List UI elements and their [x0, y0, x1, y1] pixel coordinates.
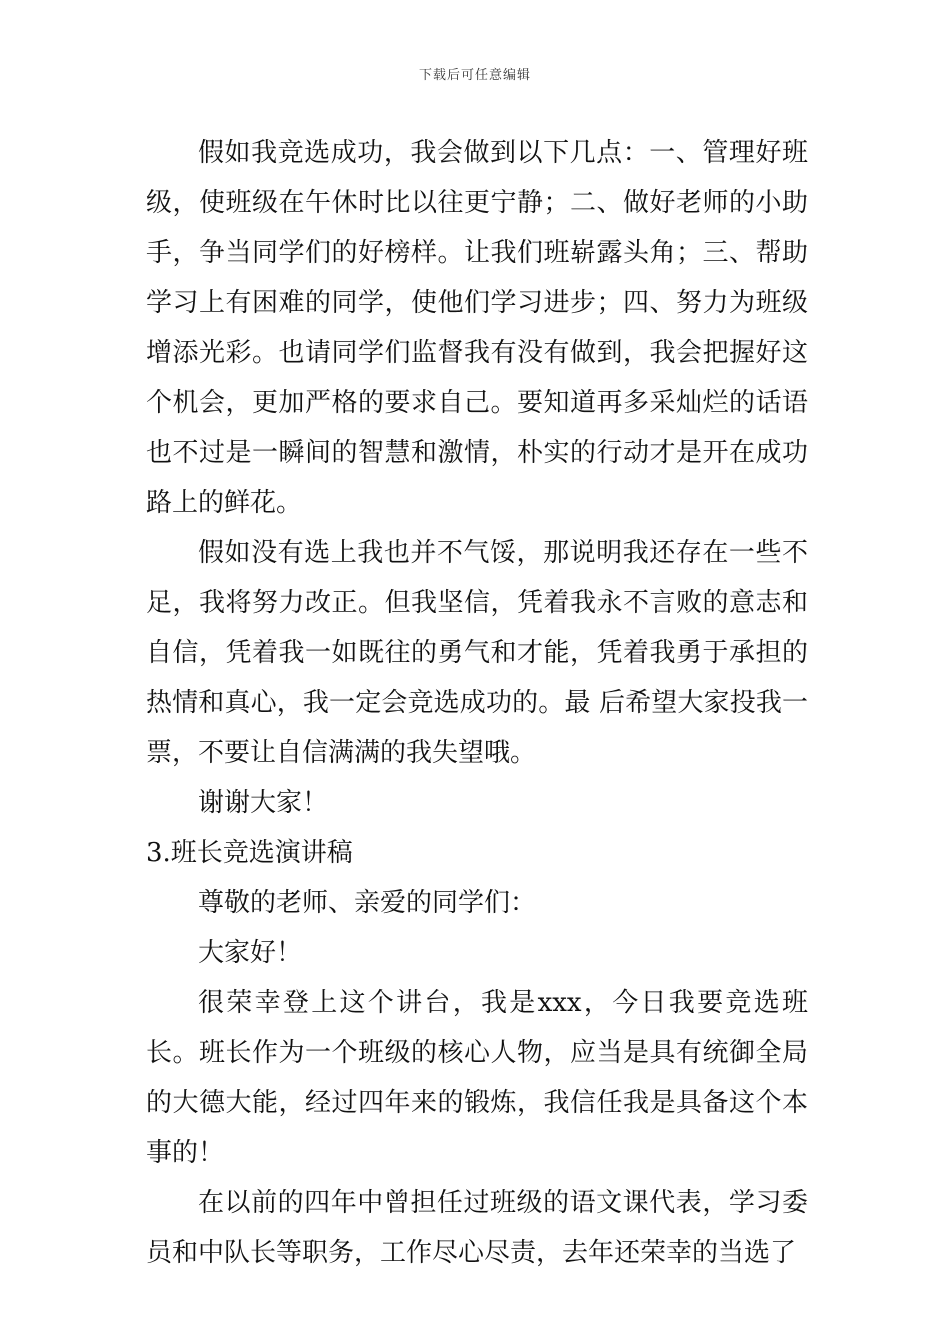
page-header-note: 下载后可任意编辑	[418, 68, 531, 83]
document-body	[146, 128, 808, 1278]
paragraph-experience: 在以前的四年中曾担任过班级的语文课代表，学习委员和中队长等职务，工作尽心尽责，去年还荣幸的当选了	[146, 1188, 808, 1268]
paragraph-introduction: 很荣幸登上这个讲台，我是xxx，今日我要竞选班长。班长作为一个班级的核心人物，应当是具有统御全局的大德大能，经过四年来的锻炼，我信任我是具备这个本事的！	[146, 988, 808, 1168]
paragraph-not-elected: 假如没有选上我也并不气馁，那说明我还存在一些不足，我将努力改正。但我坚信，凭着我永不言败的意志和自信，凭着我一如既往的勇气和才能，凭着我勇于承担的热情和真心，我一定会竞选成功的。最 后希望大家投我一票，不要让自信满满的我失望哦。	[146, 538, 808, 768]
section-heading: 3.班长竞选演讲稿	[146, 838, 353, 868]
paragraph-thanks: 谢谢大家！	[198, 788, 329, 818]
paragraph-success-plan: 假如我竞选成功，我会做到以下几点：一、管理好班级，使班级在午休时比以往更宁静；二、做好老师的小助手，争当同学们的好榜样。让我们班崭露头角；三、帮助学习上有困难的同学，使他们学习进步；四、努力为班级增添光彩。也请同学们监督我有没有做到，我会把握好这个机会，更加严格的要求自己。要知道再多采灿烂的话语也不过是一瞬间的智慧和激情，朴实的行动才是开在成功路上的鲜花。	[146, 138, 808, 518]
paragraph-salutation: 尊敬的老师、亲爱的同学们：	[198, 888, 537, 918]
paragraph-greeting: 大家好！	[198, 938, 303, 968]
